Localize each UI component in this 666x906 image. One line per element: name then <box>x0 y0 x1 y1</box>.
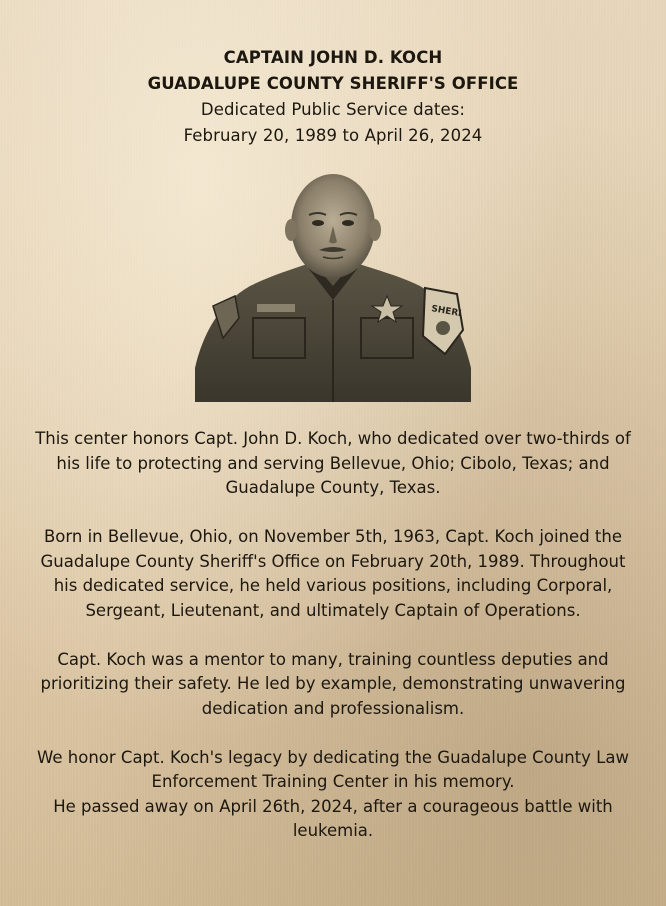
text-line: dedication and professionalism. <box>201 698 465 718</box>
honoree-portrait <box>195 168 471 402</box>
text-line: We honor Capt. Koch's legacy by dedicating the Guadalupe County Law <box>37 747 629 767</box>
text-line: He passed away on April 26th, 2024, after a courageous battle with <box>53 796 613 816</box>
service-dates: February 20, 1989 to April 26, 2024 <box>183 126 483 145</box>
text-line: Guadalupe County Sheriff's Office on February 20th, 1989. Throughout <box>40 551 626 571</box>
text-line: Guadalupe County, Texas. <box>225 478 441 497</box>
paragraph-legacy <box>0 746 666 844</box>
paragraph-biography <box>0 525 666 623</box>
honoree-name: CAPTAIN JOHN D. KOCH <box>223 48 443 67</box>
text-line: This center honors Capt. John D. Koch, who dedicated over two-thirds of <box>35 429 631 448</box>
text-line: his dedicated service, he held various positions, including Corporal, <box>53 576 613 595</box>
dedication-text <box>0 427 666 844</box>
patch-text: SHERI <box>430 304 463 320</box>
text-line: prioritizing their safety. He led by example, demonstrating unwavering <box>40 674 626 693</box>
text-line: his life to protecting and serving Bellevue, Ohio; Cibolo, Texas; and <box>56 453 610 473</box>
paragraph-intro <box>0 427 666 501</box>
text-line: Sergeant, Lieutenant, and ultimately Captain of Operations. <box>85 600 581 620</box>
office-name: GUADALUPE COUNTY SHERIFF'S OFFICE <box>147 74 519 93</box>
paragraph-mentor <box>0 648 666 722</box>
text-line: leukemia. <box>292 821 374 840</box>
text-line: Enforcement Training Center in his memory. <box>151 772 515 791</box>
plaque-header <box>0 45 666 149</box>
text-line: Capt. Koch was a mentor to many, training countless deputies and <box>57 649 609 669</box>
service-label: Dedicated Public Service dates: <box>200 100 466 119</box>
text-line: Born in Bellevue, Ohio, on November 5th, 1963, Capt. Koch joined the <box>43 527 623 546</box>
